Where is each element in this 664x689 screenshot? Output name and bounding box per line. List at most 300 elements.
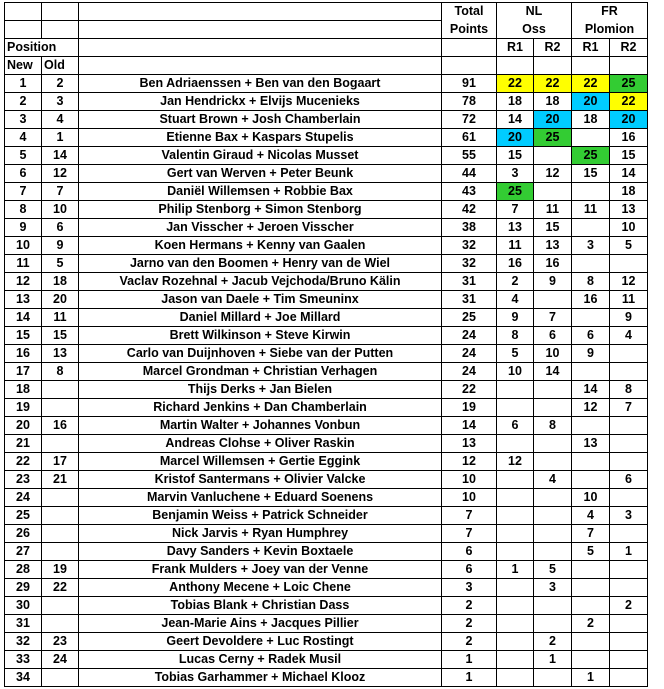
new-position-cell: 10 bbox=[5, 237, 42, 255]
header-blank bbox=[497, 57, 534, 75]
team-name-cell: Kristof Santermans + Olivier Valcke bbox=[79, 471, 442, 489]
new-position-cell: 19 bbox=[5, 399, 42, 417]
nl-r1-cell: 15 bbox=[497, 147, 534, 165]
new-position-cell: 30 bbox=[5, 597, 42, 615]
new-position-cell: 21 bbox=[5, 435, 42, 453]
nl-r1-cell bbox=[497, 507, 534, 525]
new-position-cell: 32 bbox=[5, 633, 42, 651]
header-blank bbox=[5, 21, 42, 39]
nl-header: NL bbox=[497, 3, 572, 21]
nl-r2-cell bbox=[534, 525, 572, 543]
header-row-3 bbox=[5, 39, 648, 57]
new-position-cell: 7 bbox=[5, 183, 42, 201]
total-points-cell: 13 bbox=[442, 435, 497, 453]
team-name-cell: Daniel Millard + Joe Millard bbox=[79, 309, 442, 327]
new-position-cell: 5 bbox=[5, 147, 42, 165]
nl-r1-cell bbox=[497, 597, 534, 615]
nl-r2-cell: 15 bbox=[534, 219, 572, 237]
nl-r1-cell: 8 bbox=[497, 327, 534, 345]
table-row bbox=[5, 435, 648, 453]
nl-r2-cell bbox=[534, 453, 572, 471]
team-name-cell: Andreas Clohse + Oliver Raskin bbox=[79, 435, 442, 453]
nl-r1-cell bbox=[497, 381, 534, 399]
fr-r1-cell: 1 bbox=[572, 669, 610, 687]
header-blank bbox=[534, 57, 572, 75]
nl-r2-cell: 18 bbox=[534, 93, 572, 111]
nl-r1-cell: 18 bbox=[497, 93, 534, 111]
old-position-cell bbox=[42, 525, 79, 543]
fr-r1-cell bbox=[572, 219, 610, 237]
total-points-cell: 38 bbox=[442, 219, 497, 237]
points-header: Points bbox=[442, 21, 497, 39]
total-points-cell: 3 bbox=[442, 579, 497, 597]
header-blank bbox=[79, 39, 442, 57]
total-points-cell: 43 bbox=[442, 183, 497, 201]
team-name-cell: Thijs Derks + Jan Bielen bbox=[79, 381, 442, 399]
table-row bbox=[5, 219, 648, 237]
fr-r1-cell bbox=[572, 363, 610, 381]
fr-r1-cell bbox=[572, 579, 610, 597]
total-points-cell: 1 bbox=[442, 669, 497, 687]
new-position-cell: 11 bbox=[5, 255, 42, 273]
total-header: Total bbox=[442, 3, 497, 21]
table-row bbox=[5, 129, 648, 147]
team-name-cell: Philip Stenborg + Simon Stenborg bbox=[79, 201, 442, 219]
table-row bbox=[5, 345, 648, 363]
team-name-cell: Brett Wilkinson + Steve Kirwin bbox=[79, 327, 442, 345]
total-points-cell: 32 bbox=[442, 255, 497, 273]
nl-r1-cell: 12 bbox=[497, 453, 534, 471]
team-name-cell: Jean-Marie Ains + Jacques Pillier bbox=[79, 615, 442, 633]
total-points-cell: 10 bbox=[442, 489, 497, 507]
team-name-cell: Carlo van Duijnhoven + Siebe van der Putten bbox=[79, 345, 442, 363]
nl-venue-header: Oss bbox=[497, 21, 572, 39]
nl-r1-cell bbox=[497, 543, 534, 561]
total-points-cell: 7 bbox=[442, 525, 497, 543]
new-position-cell: 26 bbox=[5, 525, 42, 543]
nl-r1-cell: 5 bbox=[497, 345, 534, 363]
total-points-cell: 78 bbox=[442, 93, 497, 111]
new-position-cell: 16 bbox=[5, 345, 42, 363]
nl-r1-cell: 16 bbox=[497, 255, 534, 273]
nl-r1-cell: 25 bbox=[497, 183, 534, 201]
table-row bbox=[5, 147, 648, 165]
fr-r1-cell bbox=[572, 561, 610, 579]
nl-r2-cell bbox=[534, 489, 572, 507]
old-position-cell: 7 bbox=[42, 183, 79, 201]
total-points-cell: 31 bbox=[442, 273, 497, 291]
new-position-cell: 24 bbox=[5, 489, 42, 507]
fr-r2-cell: 16 bbox=[610, 129, 648, 147]
new-position-cell: 23 bbox=[5, 471, 42, 489]
fr-r1-cell: 5 bbox=[572, 543, 610, 561]
new-position-cell: 33 bbox=[5, 651, 42, 669]
fr-r2-cell bbox=[610, 651, 648, 669]
header-blank bbox=[5, 3, 42, 21]
header-blank bbox=[572, 57, 610, 75]
fr-header: FR bbox=[572, 3, 648, 21]
nl-r2-cell: 20 bbox=[534, 111, 572, 129]
fr-r2-cell: 2 bbox=[610, 597, 648, 615]
table-row bbox=[5, 507, 648, 525]
new-position-cell: 15 bbox=[5, 327, 42, 345]
fr-r1-header: R1 bbox=[572, 39, 610, 57]
header-blank bbox=[42, 3, 79, 21]
old-position-cell: 2 bbox=[42, 75, 79, 93]
fr-r2-cell: 6 bbox=[610, 471, 648, 489]
nl-r1-cell bbox=[497, 669, 534, 687]
fr-r1-cell bbox=[572, 597, 610, 615]
team-name-cell: Jan Visscher + Jeroen Visscher bbox=[79, 219, 442, 237]
fr-r2-cell bbox=[610, 417, 648, 435]
old-position-cell: 3 bbox=[42, 93, 79, 111]
team-name-cell: Tobias Blank + Christian Dass bbox=[79, 597, 442, 615]
team-name-cell: Jason van Daele + Tim Smeuninx bbox=[79, 291, 442, 309]
nl-r2-cell bbox=[534, 615, 572, 633]
total-points-cell: 44 bbox=[442, 165, 497, 183]
old-position-cell bbox=[42, 615, 79, 633]
table-row bbox=[5, 273, 648, 291]
nl-r2-cell: 9 bbox=[534, 273, 572, 291]
old-position-cell: 13 bbox=[42, 345, 79, 363]
team-name-cell: Ben Adriaenssen + Ben van den Bogaart bbox=[79, 75, 442, 93]
old-position-cell bbox=[42, 381, 79, 399]
fr-r2-cell bbox=[610, 615, 648, 633]
old-position-cell: 10 bbox=[42, 201, 79, 219]
nl-r2-cell bbox=[534, 669, 572, 687]
old-position-cell: 15 bbox=[42, 327, 79, 345]
total-points-cell: 25 bbox=[442, 309, 497, 327]
old-position-cell: 5 bbox=[42, 255, 79, 273]
team-name-cell: Marcel Grondman + Christian Verhagen bbox=[79, 363, 442, 381]
nl-r1-cell bbox=[497, 579, 534, 597]
team-name-cell: Jarno van den Boomen + Henry van de Wiel bbox=[79, 255, 442, 273]
fr-r1-cell: 6 bbox=[572, 327, 610, 345]
fr-r2-cell bbox=[610, 579, 648, 597]
team-name-cell: Marvin Vanluchene + Eduard Soenens bbox=[79, 489, 442, 507]
fr-r2-cell: 10 bbox=[610, 219, 648, 237]
old-position-cell: 11 bbox=[42, 309, 79, 327]
fr-r1-cell: 12 bbox=[572, 399, 610, 417]
total-points-cell: 10 bbox=[442, 471, 497, 489]
fr-r1-cell bbox=[572, 309, 610, 327]
old-position-cell bbox=[42, 435, 79, 453]
total-points-cell: 2 bbox=[442, 615, 497, 633]
new-position-cell: 34 bbox=[5, 669, 42, 687]
position-header: Position bbox=[5, 39, 79, 57]
nl-r2-cell: 12 bbox=[534, 165, 572, 183]
old-position-cell: 19 bbox=[42, 561, 79, 579]
total-points-cell: 24 bbox=[442, 363, 497, 381]
old-position-cell bbox=[42, 669, 79, 687]
nl-r2-cell: 7 bbox=[534, 309, 572, 327]
header-blank bbox=[442, 57, 497, 75]
fr-r2-cell: 11 bbox=[610, 291, 648, 309]
nl-r2-cell: 22 bbox=[534, 75, 572, 93]
table-row bbox=[5, 471, 648, 489]
table-row bbox=[5, 201, 648, 219]
nl-r1-cell: 7 bbox=[497, 201, 534, 219]
table-row bbox=[5, 111, 648, 129]
nl-r2-cell: 6 bbox=[534, 327, 572, 345]
old-position-cell: 24 bbox=[42, 651, 79, 669]
nl-r2-cell bbox=[534, 147, 572, 165]
total-points-cell: 12 bbox=[442, 453, 497, 471]
nl-r1-cell: 9 bbox=[497, 309, 534, 327]
total-points-cell: 22 bbox=[442, 381, 497, 399]
old-position-cell: 4 bbox=[42, 111, 79, 129]
fr-r1-cell bbox=[572, 651, 610, 669]
standings-body bbox=[5, 3, 648, 687]
nl-r2-cell: 11 bbox=[534, 201, 572, 219]
table-row bbox=[5, 453, 648, 471]
fr-r2-cell bbox=[610, 669, 648, 687]
fr-r1-cell: 2 bbox=[572, 615, 610, 633]
table-row bbox=[5, 525, 648, 543]
table-row bbox=[5, 399, 648, 417]
nl-r2-cell bbox=[534, 399, 572, 417]
old-position-cell: 12 bbox=[42, 165, 79, 183]
new-position-cell: 8 bbox=[5, 201, 42, 219]
fr-r1-cell: 22 bbox=[572, 75, 610, 93]
table-row bbox=[5, 669, 648, 687]
nl-r1-cell: 13 bbox=[497, 219, 534, 237]
new-position-cell: 17 bbox=[5, 363, 42, 381]
fr-r2-cell bbox=[610, 561, 648, 579]
old-position-cell bbox=[42, 543, 79, 561]
fr-r2-header: R2 bbox=[610, 39, 648, 57]
table-row bbox=[5, 651, 648, 669]
nl-r1-cell bbox=[497, 399, 534, 417]
fr-r2-cell: 3 bbox=[610, 507, 648, 525]
team-name-cell: Vaclav Rozehnal + Jacub Vejchoda/Bruno Kälin bbox=[79, 273, 442, 291]
fr-r1-cell: 13 bbox=[572, 435, 610, 453]
team-name-cell: Geert Devoldere + Luc Rostingt bbox=[79, 633, 442, 651]
new-position-cell: 25 bbox=[5, 507, 42, 525]
team-name-cell: Marcel Willemsen + Gertie Eggink bbox=[79, 453, 442, 471]
nl-r2-cell: 1 bbox=[534, 651, 572, 669]
old-position-cell: 21 bbox=[42, 471, 79, 489]
nl-r2-cell: 13 bbox=[534, 237, 572, 255]
nl-r2-cell: 25 bbox=[534, 129, 572, 147]
nl-r2-cell: 8 bbox=[534, 417, 572, 435]
total-points-cell: 55 bbox=[442, 147, 497, 165]
total-points-cell: 14 bbox=[442, 417, 497, 435]
fr-r1-cell: 16 bbox=[572, 291, 610, 309]
nl-r1-cell: 10 bbox=[497, 363, 534, 381]
total-points-cell: 72 bbox=[442, 111, 497, 129]
old-position-cell: 9 bbox=[42, 237, 79, 255]
fr-r2-cell bbox=[610, 255, 648, 273]
team-name-cell: Jan Hendrickx + Elvijs Mucenieks bbox=[79, 93, 442, 111]
nl-r2-cell: 10 bbox=[534, 345, 572, 363]
header-row-4 bbox=[5, 57, 648, 75]
fr-r2-cell: 15 bbox=[610, 147, 648, 165]
new-position-cell: 14 bbox=[5, 309, 42, 327]
team-name-cell: Lucas Cerny + Radek Musil bbox=[79, 651, 442, 669]
nl-r1-cell bbox=[497, 633, 534, 651]
fr-r1-cell bbox=[572, 471, 610, 489]
old-position-cell: 1 bbox=[42, 129, 79, 147]
new-position-cell: 3 bbox=[5, 111, 42, 129]
team-name-cell: Gert van Werven + Peter Beunk bbox=[79, 165, 442, 183]
old-position-cell: 23 bbox=[42, 633, 79, 651]
table-row bbox=[5, 75, 648, 93]
nl-r2-cell bbox=[534, 381, 572, 399]
old-position-cell: 20 bbox=[42, 291, 79, 309]
nl-r1-cell: 2 bbox=[497, 273, 534, 291]
total-points-cell: 19 bbox=[442, 399, 497, 417]
table-row bbox=[5, 633, 648, 651]
old-position-cell bbox=[42, 597, 79, 615]
nl-r2-cell bbox=[534, 597, 572, 615]
new-position-cell: 13 bbox=[5, 291, 42, 309]
nl-r1-cell bbox=[497, 471, 534, 489]
nl-r1-cell bbox=[497, 615, 534, 633]
fr-r2-cell bbox=[610, 489, 648, 507]
fr-r1-cell bbox=[572, 417, 610, 435]
total-points-cell: 2 bbox=[442, 597, 497, 615]
table-row bbox=[5, 363, 648, 381]
fr-r2-cell: 20 bbox=[610, 111, 648, 129]
team-name-cell: Anthony Mecene + Loic Chene bbox=[79, 579, 442, 597]
table-row bbox=[5, 615, 648, 633]
fr-r1-cell bbox=[572, 183, 610, 201]
total-points-cell: 6 bbox=[442, 561, 497, 579]
old-position-cell: 6 bbox=[42, 219, 79, 237]
fr-r2-cell: 13 bbox=[610, 201, 648, 219]
header-row-2 bbox=[5, 21, 648, 39]
fr-r1-cell: 8 bbox=[572, 273, 610, 291]
header-row-1 bbox=[5, 3, 648, 21]
team-name-cell: Benjamin Weiss + Patrick Schneider bbox=[79, 507, 442, 525]
total-points-cell: 7 bbox=[442, 507, 497, 525]
nl-r2-cell: 16 bbox=[534, 255, 572, 273]
fr-r1-cell: 4 bbox=[572, 507, 610, 525]
nl-r1-cell: 4 bbox=[497, 291, 534, 309]
nl-r1-cell: 14 bbox=[497, 111, 534, 129]
total-points-cell: 31 bbox=[442, 291, 497, 309]
table-row bbox=[5, 183, 648, 201]
total-points-cell: 6 bbox=[442, 543, 497, 561]
fr-r1-cell: 9 bbox=[572, 345, 610, 363]
header-blank bbox=[442, 39, 497, 57]
old-position-header: Old bbox=[42, 57, 79, 75]
total-points-cell: 1 bbox=[442, 651, 497, 669]
team-name-cell: Stuart Brown + Josh Chamberlain bbox=[79, 111, 442, 129]
fr-r1-cell: 20 bbox=[572, 93, 610, 111]
nl-r2-cell bbox=[534, 291, 572, 309]
nl-r2-cell: 4 bbox=[534, 471, 572, 489]
table-row bbox=[5, 291, 648, 309]
old-position-cell: 18 bbox=[42, 273, 79, 291]
fr-r2-cell: 5 bbox=[610, 237, 648, 255]
nl-r1-cell: 11 bbox=[497, 237, 534, 255]
fr-r2-cell: 18 bbox=[610, 183, 648, 201]
fr-r2-cell: 9 bbox=[610, 309, 648, 327]
nl-r2-header: R2 bbox=[534, 39, 572, 57]
header-blank bbox=[42, 21, 79, 39]
old-position-cell: 22 bbox=[42, 579, 79, 597]
total-points-cell: 2 bbox=[442, 633, 497, 651]
nl-r2-cell bbox=[534, 183, 572, 201]
fr-r2-cell bbox=[610, 453, 648, 471]
table-row bbox=[5, 579, 648, 597]
nl-r1-cell: 22 bbox=[497, 75, 534, 93]
old-position-cell: 17 bbox=[42, 453, 79, 471]
fr-r2-cell: 25 bbox=[610, 75, 648, 93]
new-position-header: New bbox=[5, 57, 42, 75]
old-position-cell: 8 bbox=[42, 363, 79, 381]
table-row bbox=[5, 597, 648, 615]
old-position-cell: 14 bbox=[42, 147, 79, 165]
header-blank bbox=[610, 57, 648, 75]
fr-r2-cell: 4 bbox=[610, 327, 648, 345]
old-position-cell bbox=[42, 489, 79, 507]
table-row bbox=[5, 327, 648, 345]
total-points-cell: 91 bbox=[442, 75, 497, 93]
new-position-cell: 27 bbox=[5, 543, 42, 561]
total-points-cell: 24 bbox=[442, 345, 497, 363]
nl-r1-cell: 1 bbox=[497, 561, 534, 579]
old-position-cell bbox=[42, 507, 79, 525]
table-row bbox=[5, 237, 648, 255]
new-position-cell: 20 bbox=[5, 417, 42, 435]
team-name-cell: Daniël Willemsen + Robbie Bax bbox=[79, 183, 442, 201]
table-row bbox=[5, 561, 648, 579]
team-name-cell: Tobias Garhammer + Michael Klooz bbox=[79, 669, 442, 687]
fr-r1-cell bbox=[572, 453, 610, 471]
nl-r2-cell: 14 bbox=[534, 363, 572, 381]
fr-r2-cell: 22 bbox=[610, 93, 648, 111]
fr-r2-cell: 1 bbox=[610, 543, 648, 561]
nl-r2-cell: 3 bbox=[534, 579, 572, 597]
table-row bbox=[5, 381, 648, 399]
nl-r1-cell: 20 bbox=[497, 129, 534, 147]
nl-r2-cell bbox=[534, 543, 572, 561]
nl-r2-cell: 2 bbox=[534, 633, 572, 651]
total-points-cell: 42 bbox=[442, 201, 497, 219]
team-name-cell: Etienne Bax + Kaspars Stupelis bbox=[79, 129, 442, 147]
team-name-cell: Koen Hermans + Kenny van Gaalen bbox=[79, 237, 442, 255]
total-points-cell: 24 bbox=[442, 327, 497, 345]
new-position-cell: 12 bbox=[5, 273, 42, 291]
fr-r1-cell bbox=[572, 129, 610, 147]
nl-r2-cell: 5 bbox=[534, 561, 572, 579]
team-name-cell: Davy Sanders + Kevin Boxtaele bbox=[79, 543, 442, 561]
old-position-cell bbox=[42, 399, 79, 417]
fr-r1-cell: 14 bbox=[572, 381, 610, 399]
table-row bbox=[5, 93, 648, 111]
new-position-cell: 22 bbox=[5, 453, 42, 471]
old-position-cell: 16 bbox=[42, 417, 79, 435]
fr-r1-cell: 25 bbox=[572, 147, 610, 165]
new-position-cell: 18 bbox=[5, 381, 42, 399]
team-name-cell: Martin Walter + Johannes Vonbun bbox=[79, 417, 442, 435]
nl-r1-cell: 6 bbox=[497, 417, 534, 435]
new-position-cell: 28 bbox=[5, 561, 42, 579]
fr-r1-cell: 10 bbox=[572, 489, 610, 507]
team-name-cell: Valentin Giraud + Nicolas Musset bbox=[79, 147, 442, 165]
team-name-cell: Nick Jarvis + Ryan Humphrey bbox=[79, 525, 442, 543]
new-position-cell: 1 bbox=[5, 75, 42, 93]
fr-r1-cell: 7 bbox=[572, 525, 610, 543]
new-position-cell: 4 bbox=[5, 129, 42, 147]
table-row bbox=[5, 255, 648, 273]
table-row bbox=[5, 165, 648, 183]
nl-r2-cell bbox=[534, 435, 572, 453]
new-position-cell: 2 bbox=[5, 93, 42, 111]
